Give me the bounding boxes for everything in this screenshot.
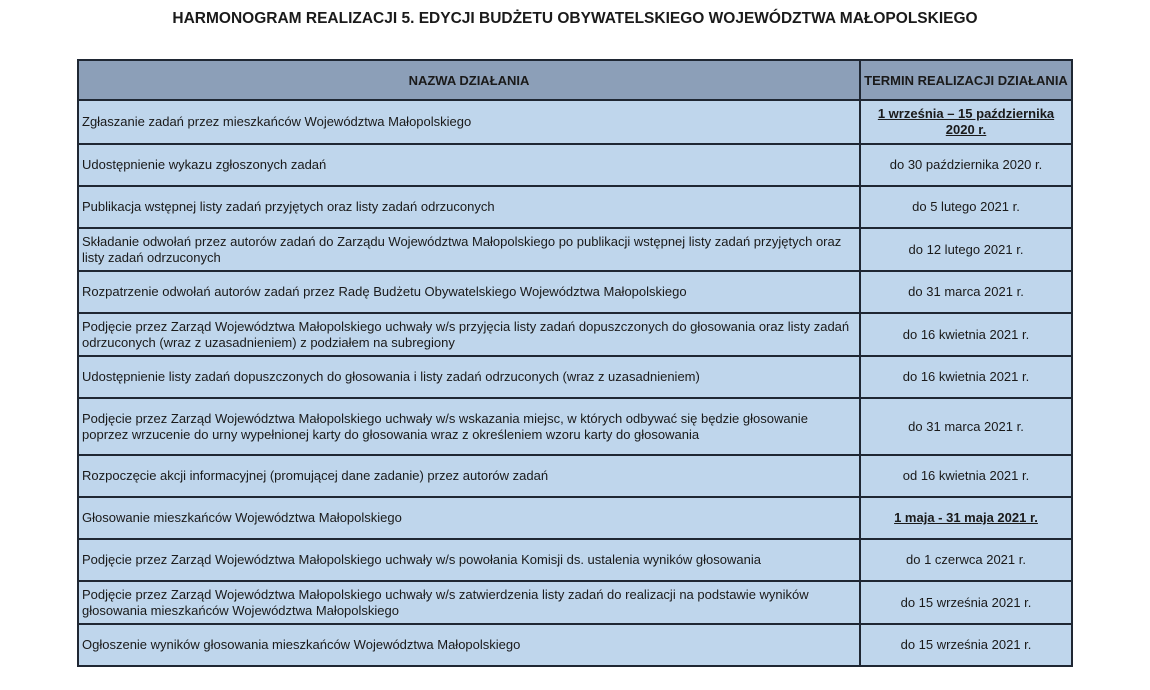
action-name-cell: Zgłaszanie zadań przez mieszkańców Województwa Małopolskiego xyxy=(78,100,860,144)
table-row xyxy=(78,398,1072,455)
deadline-cell: do 30 października 2020 r. xyxy=(860,144,1072,186)
table-row xyxy=(78,100,1072,144)
table-body xyxy=(78,100,1072,666)
table-row xyxy=(78,455,1072,497)
table-row xyxy=(78,356,1072,398)
table-row xyxy=(78,144,1072,186)
deadline-cell: do 31 marca 2021 r. xyxy=(860,398,1072,455)
action-name-cell: Składanie odwołań przez autorów zadań do Zarządu Województwa Małopolskiego po publikacji wstępnej listy zadań przyjętych oraz listy zadań odrzuconych xyxy=(78,228,860,271)
deadline-cell: 1 września – 15 października 2020 r. xyxy=(860,100,1072,144)
deadline-cell: do 16 kwietnia 2021 r. xyxy=(860,356,1072,398)
action-name-cell: Podjęcie przez Zarząd Województwa Małopolskiego uchwały w/s wskazania miejsc, w których odbywać się będzie głosowanie poprzez wrzucenie do urny wypełnionej karty do głosowania wraz z określeniem wzoru karty do głosowania xyxy=(78,398,860,455)
table-row xyxy=(78,539,1072,581)
action-name-cell: Podjęcie przez Zarząd Województwa Małopolskiego uchwały w/s przyjęcia listy zadań dopuszczonych do głosowania oraz listy zadań odrzuconych (wraz z uzasadnieniem) z podziałem na subregiony xyxy=(78,313,860,356)
document-title: HARMONOGRAM REALIZACJI 5. EDYCJI BUDŻETU OBYWATELSKIEGO WOJEWÓDZTWA MAŁOPOLSKIEGO xyxy=(172,10,978,27)
action-name-cell: Podjęcie przez Zarząd Województwa Małopolskiego uchwały w/s powołania Komisji ds. ustalenia wyników głosowania xyxy=(78,539,860,581)
column-header-deadline: TERMIN REALIZACJI DZIAŁANIA xyxy=(860,60,1072,100)
deadline-cell: do 15 września 2021 r. xyxy=(860,581,1072,624)
action-name-cell: Głosowanie mieszkańców Województwa Małopolskiego xyxy=(78,497,860,539)
deadline-cell: do 1 czerwca 2021 r. xyxy=(860,539,1072,581)
table-row xyxy=(78,624,1072,666)
schedule-table xyxy=(77,59,1073,667)
deadline-cell: do 15 września 2021 r. xyxy=(860,624,1072,666)
action-name-cell: Ogłoszenie wyników głosowania mieszkańców Województwa Małopolskiego xyxy=(78,624,860,666)
deadline-cell: do 5 lutego 2021 r. xyxy=(860,186,1072,228)
table-header-row xyxy=(78,60,1072,100)
deadline-cell: do 31 marca 2021 r. xyxy=(860,271,1072,313)
action-name-cell: Rozpoczęcie akcji informacyjnej (promującej dane zadanie) przez autorów zadań xyxy=(78,455,860,497)
action-name-cell: Rozpatrzenie odwołań autorów zadań przez Radę Budżetu Obywatelskiego Województwa Małopolskiego xyxy=(78,271,860,313)
action-name-cell: Udostępnienie listy zadań dopuszczonych do głosowania i listy zadań odrzuconych (wraz z uzasadnieniem) xyxy=(78,356,860,398)
table-row xyxy=(78,497,1072,539)
table-row xyxy=(78,186,1072,228)
table-row xyxy=(78,581,1072,624)
action-name-cell: Publikacja wstępnej listy zadań przyjętych oraz listy zadań odrzuconych xyxy=(78,186,860,228)
column-header-action-name: NAZWA DZIAŁANIA xyxy=(78,60,860,100)
deadline-cell: od 16 kwietnia 2021 r. xyxy=(860,455,1072,497)
deadline-cell: do 12 lutego 2021 r. xyxy=(860,228,1072,271)
table-row xyxy=(78,271,1072,313)
table-row xyxy=(78,313,1072,356)
action-name-cell: Udostępnienie wykazu zgłoszonych zadań xyxy=(78,144,860,186)
table-row xyxy=(78,228,1072,271)
action-name-cell: Podjęcie przez Zarząd Województwa Małopolskiego uchwały w/s zatwierdzenia listy zadań do realizacji na podstawie wyników głosowania mieszkańców Województwa Małopolskiego xyxy=(78,581,860,624)
deadline-cell: do 16 kwietnia 2021 r. xyxy=(860,313,1072,356)
deadline-cell: 1 maja - 31 maja 2021 r. xyxy=(860,497,1072,539)
